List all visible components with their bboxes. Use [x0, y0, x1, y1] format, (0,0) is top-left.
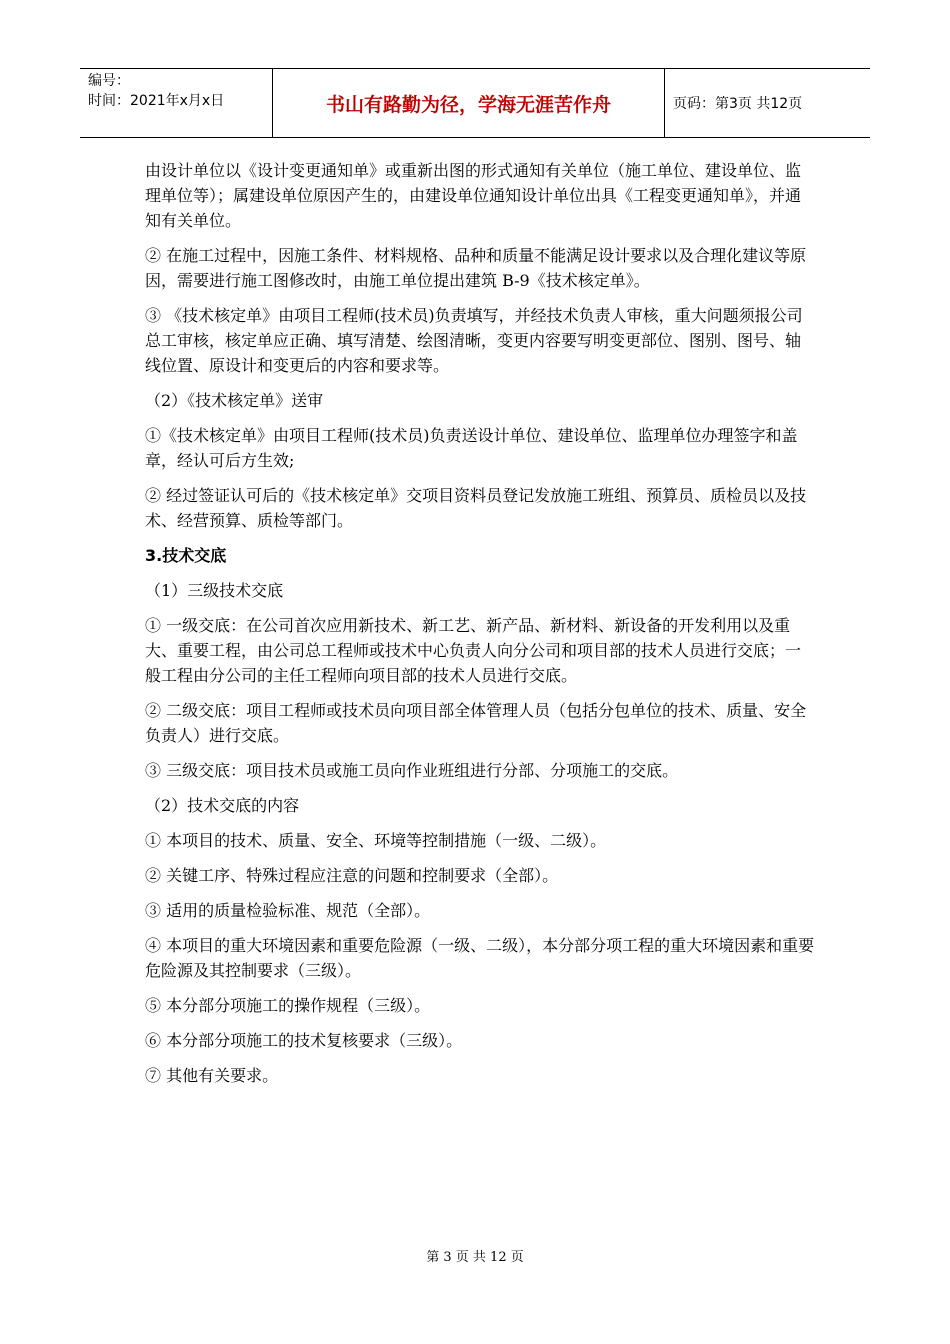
paragraph: ③ 《技术核定单》由项目工程师(技术员)负责填写，并经技术负责人审核，重大问题须报公司总工审核，核定单应正确、填写清楚、绘图清晰，变更内容要写明变更部位、图别、图号、轴线位置、原设计和变更后的内容和要求等。 [145, 306, 803, 375]
header-meta [80, 69, 273, 137]
paragraph: （2）《技术核定单》送审 [145, 391, 324, 410]
section-heading: 3.技术交底 [145, 546, 227, 565]
document-time-label: 时间：2021年x月x日 [88, 93, 225, 109]
paragraph: ② 经过签证认可后的《技术核定单》交项目资料员登记发放施工班组、预算员、质检员以及技术、经营预算、质检等部门。 [145, 486, 807, 530]
paragraph: ② 在施工过程中，因施工条件、材料规格、品种和质量不能满足设计要求以及合理化建议等原因，需要进行施工图修改时，由施工单位提出建筑 B-9《技术核定单》。 [145, 246, 807, 290]
document-number-label: 编号： [88, 73, 130, 89]
header-page-info: 页码：第3页 共12页 [673, 96, 803, 112]
paragraph: ⑦ 其他有关要求。 [145, 1066, 279, 1085]
paragraph: 由设计单位以《设计变更通知单》或重新出图的形式通知有关单位（施工单位、建设单位、监理单位等）；属建设单位原因产生的，由建设单位通知设计单位出具《工程变更通知单》，并通知有关单位。 [145, 161, 802, 230]
paragraph: ③ 适用的质量检验标准、规范（全部）。 [145, 901, 431, 920]
paragraph: ④ 本项目的重大环境因素和重要危险源（一级、二级），本分部分项工程的重大环境因素和重要危险源及其控制要求（三级）。 [145, 936, 815, 980]
paragraph: ② 二级交底：项目工程师或技术员向项目部全体管理人员（包括分包单位的技术、质量、安全负责人）进行交底。 [145, 701, 807, 745]
page-header [80, 68, 870, 138]
page-footer: 第 3 页 共 12 页 [426, 1250, 524, 1265]
header-motto: 书山有路勤为径，学海无涯苦作舟 [273, 69, 665, 137]
paragraph: ① 本项目的技术、质量、安全、环境等控制措施（一级、二级）。 [145, 831, 607, 850]
paragraph: （1）三级技术交底 [145, 581, 284, 600]
paragraph: ③ 三级交底：项目技术员或施工员向作业班组进行分部、分项施工的交底。 [145, 761, 679, 780]
paragraph: （2）技术交底的内容 [145, 796, 300, 815]
paragraph: ⑥ 本分部分项施工的技术复核要求（三级）。 [145, 1031, 463, 1050]
paragraph: ①《技术核定单》由项目工程师(技术员)负责送设计单位、建设单位、监理单位办理签字和盖章，经认可后方生效; [145, 426, 798, 470]
document-body [145, 158, 815, 1098]
paragraph: ⑤ 本分部分项施工的操作规程（三级）。 [145, 996, 431, 1015]
paragraph: ② 关键工序、特殊过程应注意的问题和控制要求（全部）。 [145, 866, 559, 885]
paragraph: ① 一级交底：在公司首次应用新技术、新工艺、新产品、新材料、新设备的开发利用以及重大、重要工程，由公司总工程师或技术中心负责人向分公司和项目部的技术人员进行交底；一般工程由分公司的主任工程师向项目部的技术人员进行交底。 [145, 616, 802, 685]
